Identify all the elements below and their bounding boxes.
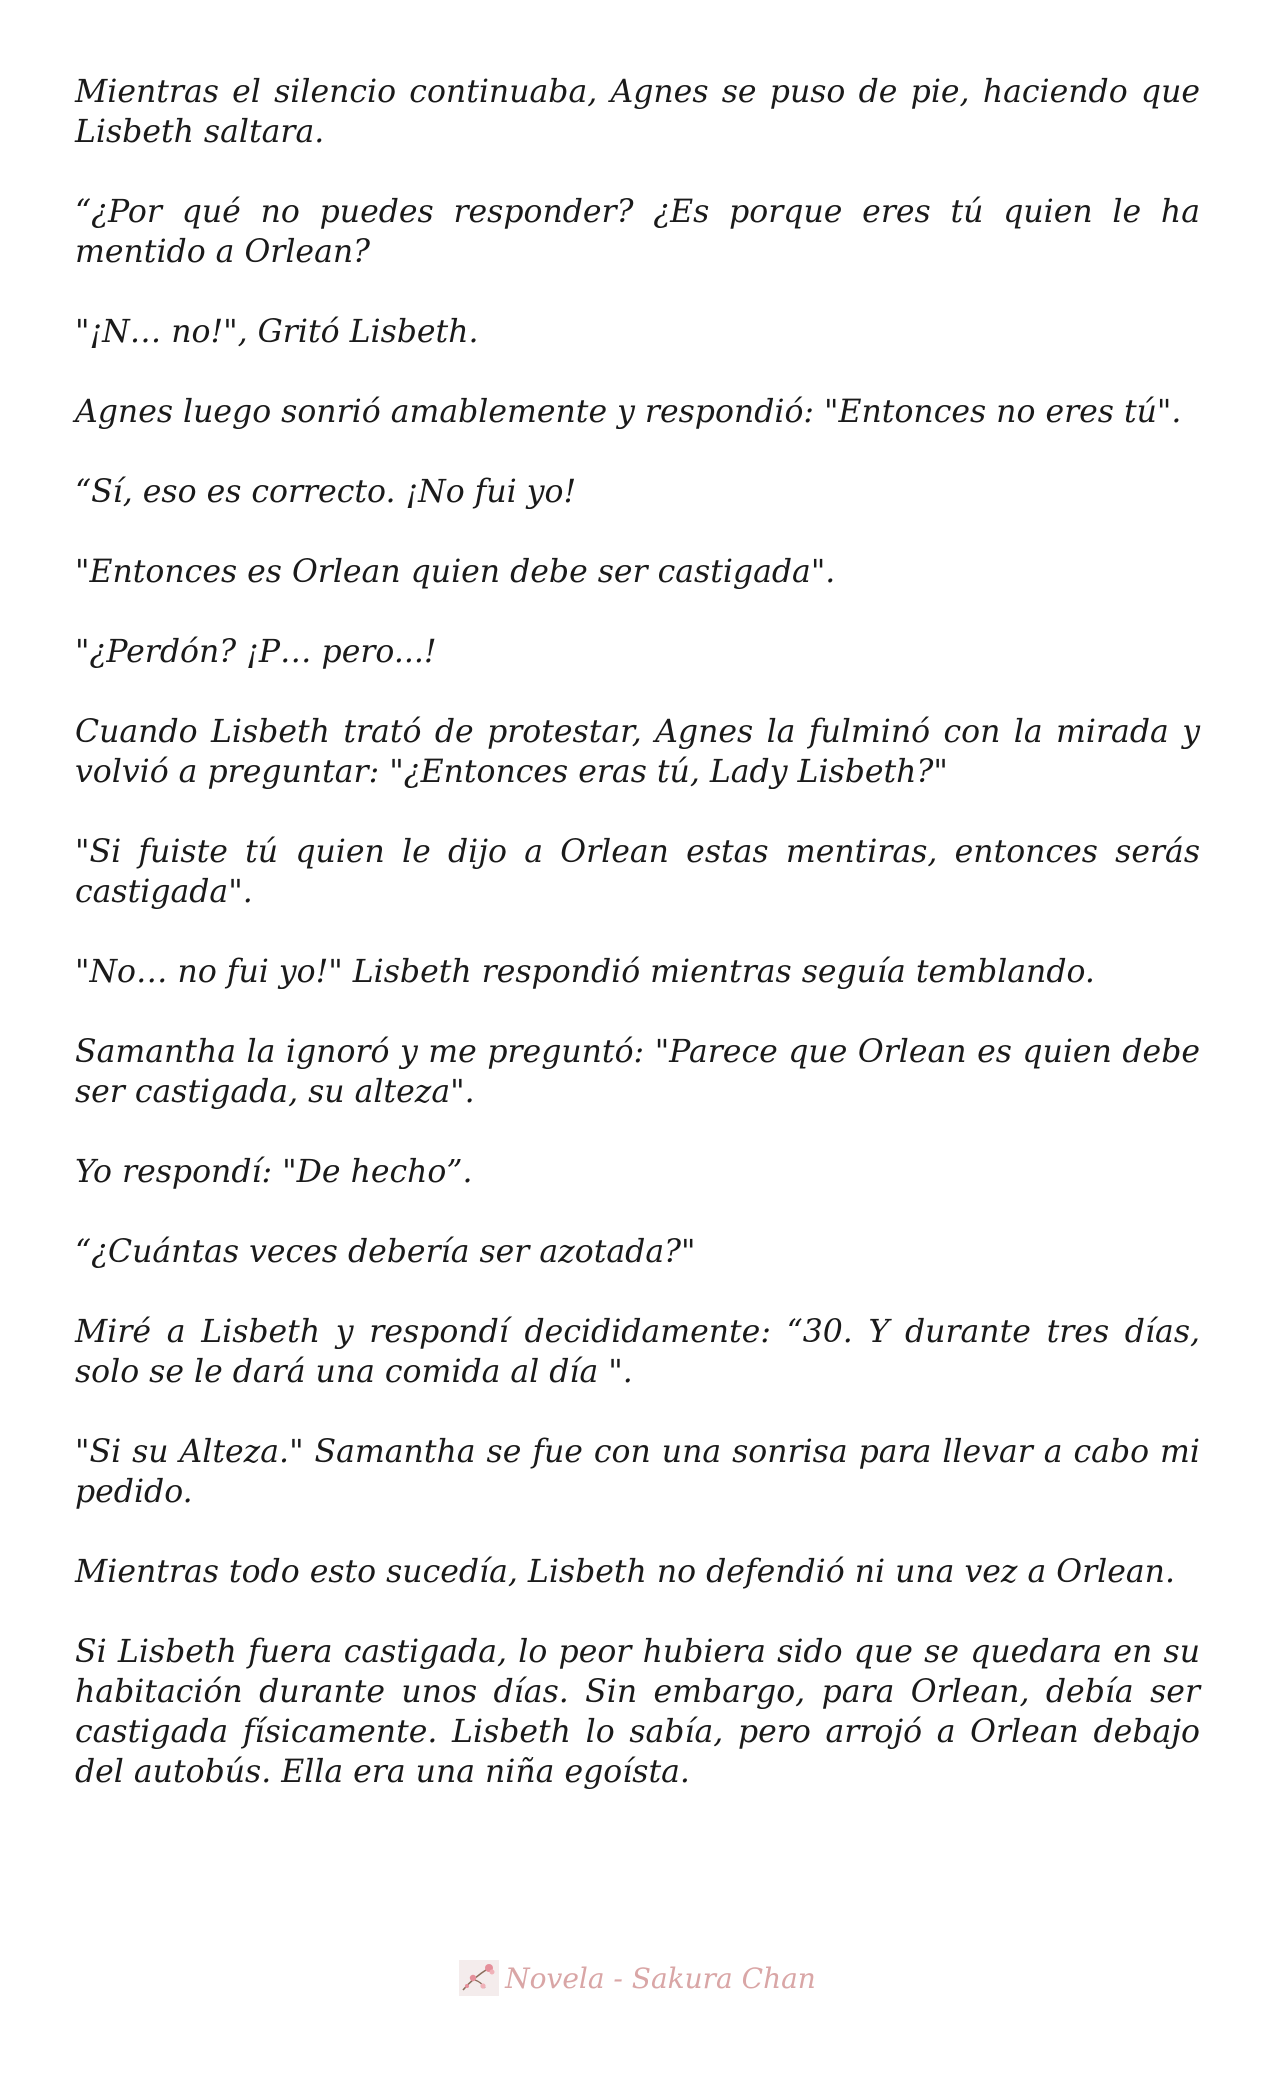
cherry-blossom-icon (459, 1960, 499, 1996)
paragraph: "¡N… no!", Gritó Lisbeth. (75, 314, 479, 350)
document-body (75, 72, 1200, 1832)
paragraph: Mientras el silencio continuaba, Agnes se puso de pie, haciendo que Lisbeth saltara. (75, 74, 1200, 150)
paragraph: Miré a Lisbeth y respondí decididamente: “30. Y durante tres días, solo se le dará una comida al día ". (75, 1314, 1200, 1390)
paragraph: Yo respondí: "De hecho”. (75, 1154, 473, 1190)
footer-watermark (0, 1960, 1275, 2004)
paragraph: Cuando Lisbeth trató de protestar, Agnes la fulminó con la mirada y volvió a preguntar: "¿Entonces eras tú, Lady Lisbeth?" (75, 714, 1200, 790)
paragraph: "Si su Alteza." Samantha se fue con una sonrisa para llevar a cabo mi pedido. (75, 1434, 1200, 1510)
paragraph: “¿Por qué no puedes responder? ¿Es porque eres tú quien le ha mentido a Orlean? (75, 194, 1200, 270)
paragraph: "No… no fui yo!" Lisbeth respondió mientras seguía temblando. (75, 954, 1095, 990)
paragraph: “¿Cuántas veces debería ser azotada?" (75, 1234, 696, 1270)
paragraph: Mientras todo esto sucedía, Lisbeth no defendió ni una vez a Orlean. (75, 1554, 1175, 1590)
paragraph: "Entonces es Orlean quien debe ser castigada". (75, 554, 836, 590)
watermark (459, 1960, 816, 1996)
paragraph: Si Lisbeth fuera castigada, lo peor hubiera sido que se quedara en su habitación durante unos días. Sin embargo, para Orlean, debía ser castigada físicamente. Lisbeth lo sabía, pero arrojó a Orlean debajo del autobús. Ella era una niña egoísta. (75, 1634, 1200, 1790)
paragraph: “Sí, eso es correcto. ¡No fui yo! (75, 474, 577, 510)
watermark-text: Novela - Sakura Chan (505, 1961, 816, 1995)
paragraph: Agnes luego sonrió amablemente y respondió: "Entonces no eres tú". (75, 394, 1182, 430)
paragraph: "¿Perdón? ¡P… pero...! (75, 634, 437, 670)
paragraph: Samantha la ignoró y me preguntó: "Parece que Orlean es quien debe ser castigada, su alteza". (75, 1034, 1200, 1110)
paragraph: "Si fuiste tú quien le dijo a Orlean estas mentiras, entonces serás castigada". (75, 834, 1200, 910)
